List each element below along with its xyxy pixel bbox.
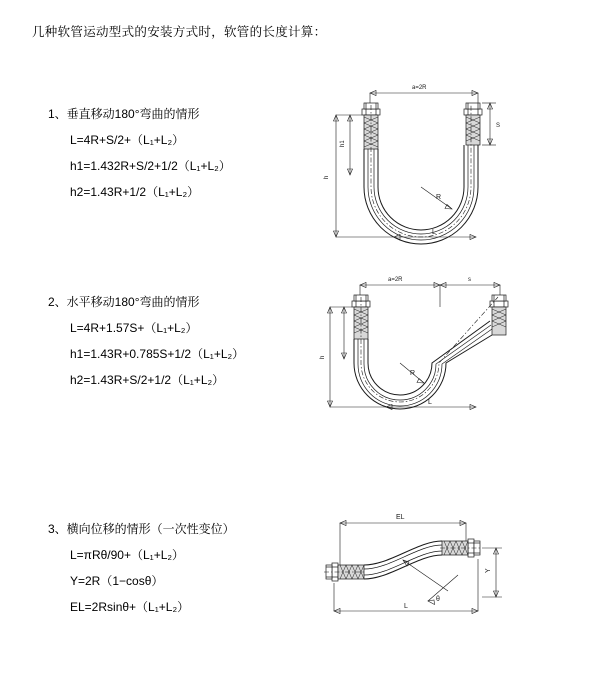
svg-text:θ: θ — [436, 596, 440, 603]
vertical-180-diagram — [300, 75, 590, 265]
section-2-formula-3: h2=1.43R+S/2+1/2（L₁+L₂） — [70, 373, 225, 387]
svg-text:s: s — [468, 277, 471, 283]
section-2-formula-1: L=4R+1.57S+（L₁+L₂） — [70, 321, 198, 335]
svg-text:L: L — [428, 399, 432, 406]
section-1-text — [48, 105, 298, 209]
section-3-formula-1: L=πRθ/90+（L₁+L₂） — [70, 548, 185, 562]
section-1-title: 1、垂直移动180°弯曲的情形 — [48, 107, 200, 121]
section-3-title: 3、横向位移的情形（一次性变位） — [48, 522, 235, 536]
svg-text:R: R — [410, 370, 416, 377]
section-3-formula-3: EL=2Rsinθ+（L₁+L₂） — [70, 600, 190, 614]
section-1-formula-3: h2=1.43R+1/2（L₁+L₂） — [70, 185, 200, 199]
svg-text:a=2R: a=2R — [388, 277, 403, 283]
svg-text:h: h — [324, 175, 330, 179]
section-1-formula-1: L=4R+S/2+（L₁+L₂） — [70, 133, 185, 147]
svg-text:a=2R: a=2R — [412, 85, 427, 91]
svg-text:h: h — [320, 355, 326, 359]
section-1-formula-2: h1=1.432R+S/2+1/2（L₁+L₂） — [70, 159, 231, 173]
section-3-figure — [300, 505, 590, 635]
svg-text:S: S — [496, 123, 501, 129]
svg-text:Y: Y — [485, 568, 492, 573]
svg-text:h1: h1 — [340, 140, 346, 147]
svg-text:L: L — [404, 603, 408, 610]
svg-text:R: R — [436, 194, 442, 201]
lateral-offset-diagram — [300, 505, 590, 635]
svg-text:EL: EL — [396, 514, 405, 521]
svg-text:L: L — [432, 229, 436, 236]
section-1-figure — [300, 75, 590, 265]
section-2-title: 2、水平移动180°弯曲的情形 — [48, 295, 200, 309]
horizontal-180-diagram — [300, 263, 590, 453]
section-2-text — [48, 293, 298, 397]
page-title: 几种软管运动型式的安装方式时，软管的长度计算： — [32, 25, 327, 39]
section-2-formula-2: h1=1.43R+0.785S+1/2（L₁+L₂） — [70, 347, 245, 361]
section-3-text — [48, 520, 298, 624]
section-3-formula-2: Y=2R（1−cosθ） — [70, 574, 164, 588]
section-2-figure — [300, 263, 590, 453]
